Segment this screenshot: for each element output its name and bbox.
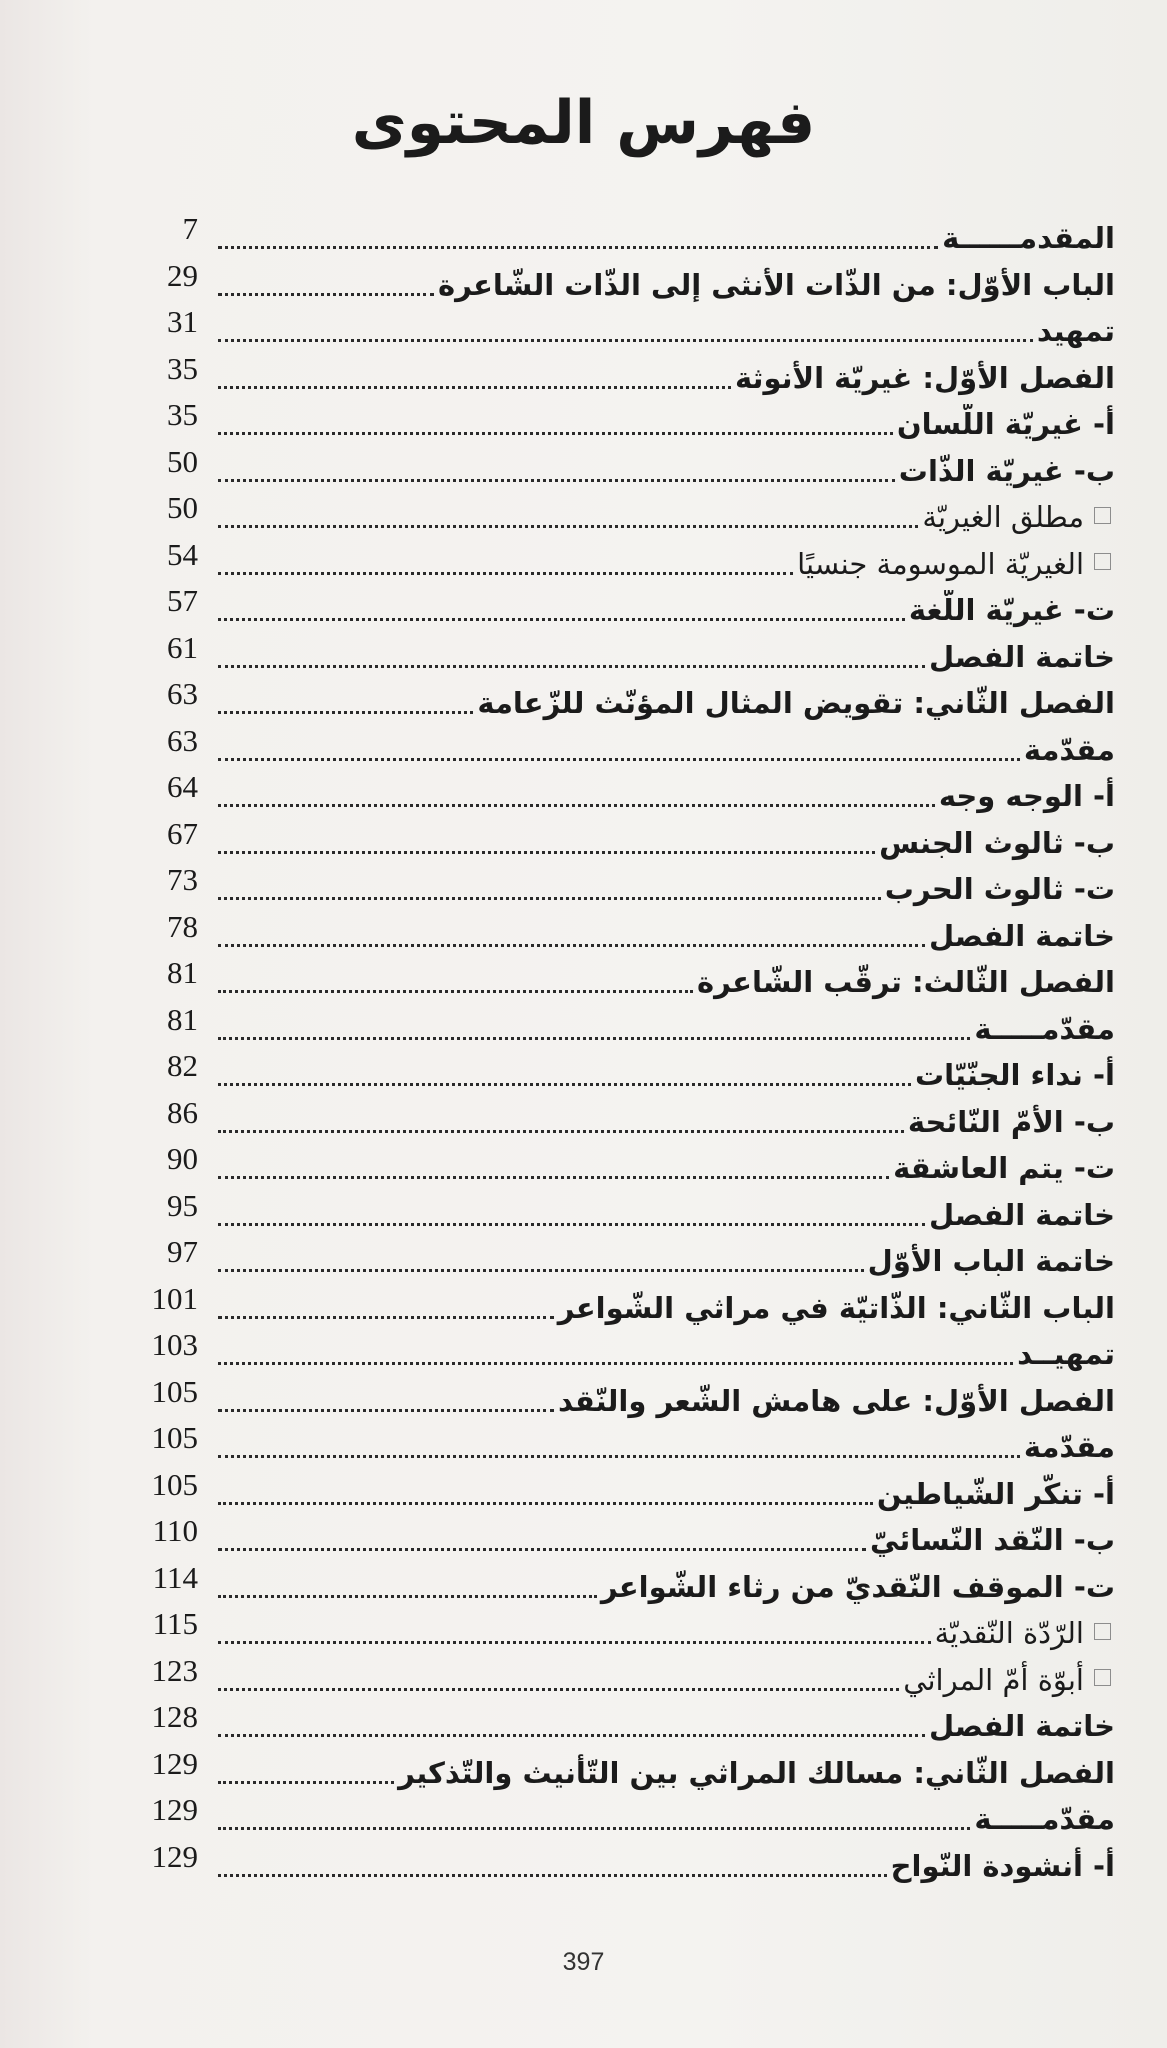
- dot-leader: [218, 944, 925, 947]
- dot-leader: [218, 1083, 911, 1086]
- toc-entry: [130, 817, 1115, 864]
- toc-entry: [130, 1189, 1115, 1236]
- toc-entry: [130, 538, 1115, 585]
- dot-leader: [218, 1316, 554, 1319]
- toc-entry-title: أ- نداء الجنّيّات: [914, 1058, 1115, 1092]
- dot-leader: [218, 1269, 864, 1272]
- toc-entry-title: ب- ثالوث الجنس: [879, 825, 1115, 860]
- toc-entry-line: [210, 544, 1115, 584]
- dot-leader: [218, 386, 731, 389]
- toc-entry-line: [210, 1102, 1115, 1142]
- toc-entry-line: [210, 1613, 1115, 1653]
- footer-page-number: 397: [562, 1948, 605, 1976]
- toc-entry: [130, 1142, 1115, 1189]
- toc-page-number: 57: [167, 583, 198, 618]
- toc-entry: [130, 1700, 1115, 1747]
- toc-entry: [130, 1607, 1115, 1654]
- toc-page-number: 90: [167, 1141, 198, 1176]
- toc-entry: [130, 398, 1115, 445]
- toc-entry: [130, 956, 1115, 1003]
- toc-page-number: 54: [167, 536, 198, 572]
- toc-page-number: 86: [167, 1094, 198, 1130]
- toc-page-number: 129: [151, 1792, 198, 1827]
- toc-entry-title: أ- الوجه وجه: [938, 779, 1115, 813]
- toc-entry: [130, 445, 1115, 492]
- dot-leader: [218, 1548, 866, 1551]
- toc-entry: [130, 259, 1115, 306]
- toc-entry-title: مطلق الغيريّة: [922, 500, 1084, 534]
- toc-entry: [130, 1654, 1115, 1701]
- toc-page-number: 35: [167, 350, 198, 386]
- toc-page-number: 31: [167, 304, 198, 339]
- toc-page-number: 63: [167, 676, 198, 711]
- toc-entry-line: [210, 962, 1115, 1002]
- toc-entry-title: تمهيــد: [1017, 1337, 1115, 1371]
- toc-entry: [130, 1514, 1115, 1561]
- dot-leader: [218, 1502, 873, 1505]
- toc-entry-title: أ- تنكّر الشّياطين: [876, 1476, 1115, 1511]
- toc-entry-title: خاتمة الفصل: [929, 918, 1115, 953]
- toc-entry: [130, 1421, 1115, 1468]
- toc-page-number: 103: [151, 1327, 198, 1362]
- toc-page-number: 105: [151, 1466, 198, 1502]
- toc-page-number: 35: [167, 397, 198, 432]
- toc-entry-line: [210, 1195, 1115, 1235]
- dot-leader: [218, 1734, 925, 1737]
- toc-entry-title: الفصل الثّاني: تقويض المثال المؤنّث للزّعامة: [477, 686, 1115, 720]
- toc-entry-title: أ- أنشودة النّواح: [890, 1848, 1115, 1883]
- dot-leader: [218, 572, 793, 575]
- toc-page-number: 81: [167, 955, 198, 990]
- toc-entry-title: ت- غيريّة اللّغة: [908, 593, 1115, 627]
- toc-entry-title: الفصل الثّاني: مسالك المراثي بين التّأنيث والتّذكير: [398, 1755, 1115, 1790]
- dot-leader: [218, 525, 918, 528]
- dot-leader: [218, 1362, 1013, 1365]
- dot-leader: [218, 1641, 931, 1644]
- toc-entry-title: ب- الأمّ النّائحة: [907, 1104, 1115, 1139]
- toc-page-number: 105: [151, 1373, 198, 1409]
- toc-entry-line: [210, 823, 1115, 863]
- toc-entry-line: [210, 1474, 1115, 1514]
- toc-page-number: 115: [152, 1606, 198, 1641]
- toc-page-number: 110: [152, 1513, 198, 1548]
- toc-entry-line: [210, 1334, 1115, 1374]
- toc-entry: [130, 1282, 1115, 1329]
- toc-entry: [130, 770, 1115, 817]
- toc-entry-line: [210, 497, 1115, 537]
- toc-entry-line: [210, 637, 1115, 677]
- toc-entry: [130, 910, 1115, 957]
- toc-entry: [130, 1328, 1115, 1375]
- toc-page-number: 50: [167, 490, 198, 525]
- dot-leader: [218, 1455, 1020, 1458]
- toc-entry-title: الفصل الأوّل: على هامش الشّعر والنّقد: [558, 1383, 1115, 1418]
- toc-entry-title: ب- غيريّة الذّات: [898, 453, 1115, 488]
- toc-entry-line: [210, 358, 1115, 398]
- dot-leader: [218, 1409, 554, 1412]
- dot-leader: [218, 246, 938, 249]
- toc-entry-line: [210, 404, 1115, 444]
- toc-page-number: 61: [167, 629, 198, 665]
- toc-page-number: 97: [167, 1234, 198, 1269]
- toc-entry: [130, 1003, 1115, 1050]
- toc-entry-line: [210, 1148, 1115, 1188]
- toc-page-number: 95: [167, 1187, 198, 1223]
- toc-page-number: 123: [151, 1652, 198, 1688]
- dot-leader: [218, 990, 693, 993]
- checkbox-bullet-icon: [1094, 553, 1111, 570]
- toc-entry-title: الباب الأوّل: من الذّات الأنثى إلى الذّات الشّاعرة: [437, 267, 1115, 302]
- toc-entry-title: أبوّة أمّ المراثي: [903, 1662, 1084, 1697]
- toc-entry: [130, 305, 1115, 352]
- toc-entry-line: [210, 1055, 1115, 1095]
- dot-leader: [218, 1176, 889, 1179]
- dot-leader: [218, 851, 875, 854]
- dot-leader: [218, 758, 1020, 761]
- toc-page-number: 29: [167, 257, 198, 293]
- toc-page-number: 78: [167, 908, 198, 944]
- checkbox-bullet-icon: [1094, 507, 1111, 524]
- dot-leader: [218, 618, 905, 621]
- toc-entry: [130, 491, 1115, 538]
- dot-leader: [218, 1223, 925, 1226]
- dot-leader: [218, 432, 893, 435]
- toc-entry-title: الفصل الأوّل: غيريّة الأنوثة: [734, 360, 1115, 395]
- toc-entry-title: المقدمــــــة: [942, 221, 1115, 255]
- toc-entry: [130, 352, 1115, 399]
- dot-leader: [218, 293, 434, 296]
- toc-entry-line: [210, 1753, 1115, 1793]
- dot-leader: [218, 711, 473, 714]
- dot-leader: [218, 897, 881, 900]
- toc-entry-line: [210, 1567, 1115, 1607]
- toc-entry-title: خاتمة الفصل: [929, 1709, 1115, 1743]
- dot-leader: [218, 1595, 597, 1598]
- toc-entry-line: [210, 311, 1115, 351]
- toc-entry-title: مقدّمـــــة: [974, 1011, 1115, 1046]
- toc-entry-title: ت- الموقف النّقديّ من رثاء الشّواعر: [600, 1569, 1115, 1604]
- toc-page-number: 67: [167, 815, 198, 851]
- toc-entry-line: [210, 683, 1115, 723]
- toc-entry-line: [210, 1288, 1115, 1328]
- toc-entry-line: [210, 1241, 1115, 1281]
- toc-entry-line: [210, 451, 1115, 491]
- toc-page-number: 82: [167, 1048, 198, 1083]
- toc-entry-line: [210, 1427, 1115, 1467]
- toc-entry-line: [210, 1799, 1115, 1839]
- toc-entry-title: الرّدّة النّقديّة: [934, 1616, 1084, 1650]
- toc-entry-line: [210, 869, 1115, 909]
- toc-entry-title: الغيريّة الموسومة جنسيًا: [797, 546, 1084, 581]
- dot-leader: [218, 804, 935, 807]
- toc-entry-line: [210, 1009, 1115, 1049]
- table-of-contents: [130, 212, 1115, 1886]
- toc-entry: [130, 1840, 1115, 1887]
- dot-leader: [218, 339, 1033, 342]
- toc-entry-title: ت- ثالوث الحرب: [884, 872, 1115, 906]
- toc-page-number: 128: [151, 1699, 198, 1734]
- toc-entry: [130, 677, 1115, 724]
- toc-entry: [130, 1561, 1115, 1608]
- toc-entry-title: أ- غيريّة اللّسان: [896, 407, 1115, 441]
- toc-entry-title: مقدّمة: [1023, 1430, 1115, 1464]
- toc-page-number: 50: [167, 443, 198, 479]
- dot-leader: [218, 665, 925, 668]
- toc-page-number: 7: [182, 211, 198, 246]
- toc-entry: [130, 1096, 1115, 1143]
- toc-entry: [130, 1747, 1115, 1794]
- toc-entry: [130, 631, 1115, 678]
- toc-entry-line: [210, 1846, 1115, 1886]
- toc-entry-title: تمهيد: [1036, 314, 1115, 348]
- toc-entry-title: خاتمة الفصل: [929, 1197, 1115, 1232]
- toc-entry-line: [210, 730, 1115, 770]
- toc-entry: [130, 1793, 1115, 1840]
- toc-entry-title: مقدّمـــــة: [974, 1802, 1115, 1836]
- checkbox-bullet-icon: [1094, 1669, 1111, 1686]
- toc-entry-title: ب- النّقد النّسائيّ: [870, 1523, 1115, 1557]
- dot-leader: [218, 1874, 887, 1877]
- toc-entry-title: مقدّمة: [1023, 732, 1115, 767]
- toc-entry-line: [210, 265, 1115, 305]
- toc-entry: [130, 1049, 1115, 1096]
- checkbox-bullet-icon: [1094, 1623, 1111, 1640]
- toc-entry-line: [210, 218, 1115, 258]
- toc-entry-line: [210, 1706, 1115, 1746]
- toc-page-number: 63: [167, 722, 198, 758]
- toc-entry: [130, 1468, 1115, 1515]
- toc-entry: [130, 863, 1115, 910]
- toc-entry-title: الفصل الثّالث: ترقّب الشّاعرة: [696, 965, 1115, 999]
- toc-entry: [130, 584, 1115, 631]
- toc-entry-line: [210, 1381, 1115, 1421]
- dot-leader: [218, 1037, 970, 1040]
- toc-page-number: 129: [151, 1745, 198, 1781]
- toc-entry-title: ت- يتم العاشقة: [893, 1151, 1115, 1185]
- toc-page-number: 81: [167, 1001, 198, 1037]
- dot-leader: [218, 1781, 394, 1784]
- toc-page-number: 114: [152, 1559, 198, 1595]
- dot-leader: [218, 1688, 899, 1691]
- toc-entry-title: الباب الثّاني: الذّاتيّة في مراثي الشّواعر: [557, 1290, 1115, 1325]
- toc-page-number: 73: [167, 862, 198, 897]
- toc-entry-line: [210, 776, 1115, 816]
- toc-entry-line: [210, 1520, 1115, 1560]
- toc-entry-line: [210, 590, 1115, 630]
- toc-entry-line: [210, 1660, 1115, 1700]
- toc-page-number: 101: [151, 1280, 198, 1316]
- toc-entry-line: [210, 916, 1115, 956]
- dot-leader: [218, 479, 895, 482]
- toc-entry: [130, 1375, 1115, 1422]
- page-title: فهرس المحتوى: [351, 88, 816, 158]
- toc-page-number: 64: [167, 769, 198, 804]
- toc-entry: [130, 212, 1115, 259]
- toc-entry: [130, 724, 1115, 771]
- toc-page-number: 129: [151, 1838, 198, 1874]
- toc-page-number: 105: [151, 1420, 198, 1455]
- toc-entry: [130, 1235, 1115, 1282]
- dot-leader: [218, 1827, 970, 1830]
- dot-leader: [218, 1130, 904, 1133]
- toc-entry-title: خاتمة الباب الأوّل: [867, 1244, 1115, 1278]
- toc-entry-title: خاتمة الفصل: [929, 639, 1115, 674]
